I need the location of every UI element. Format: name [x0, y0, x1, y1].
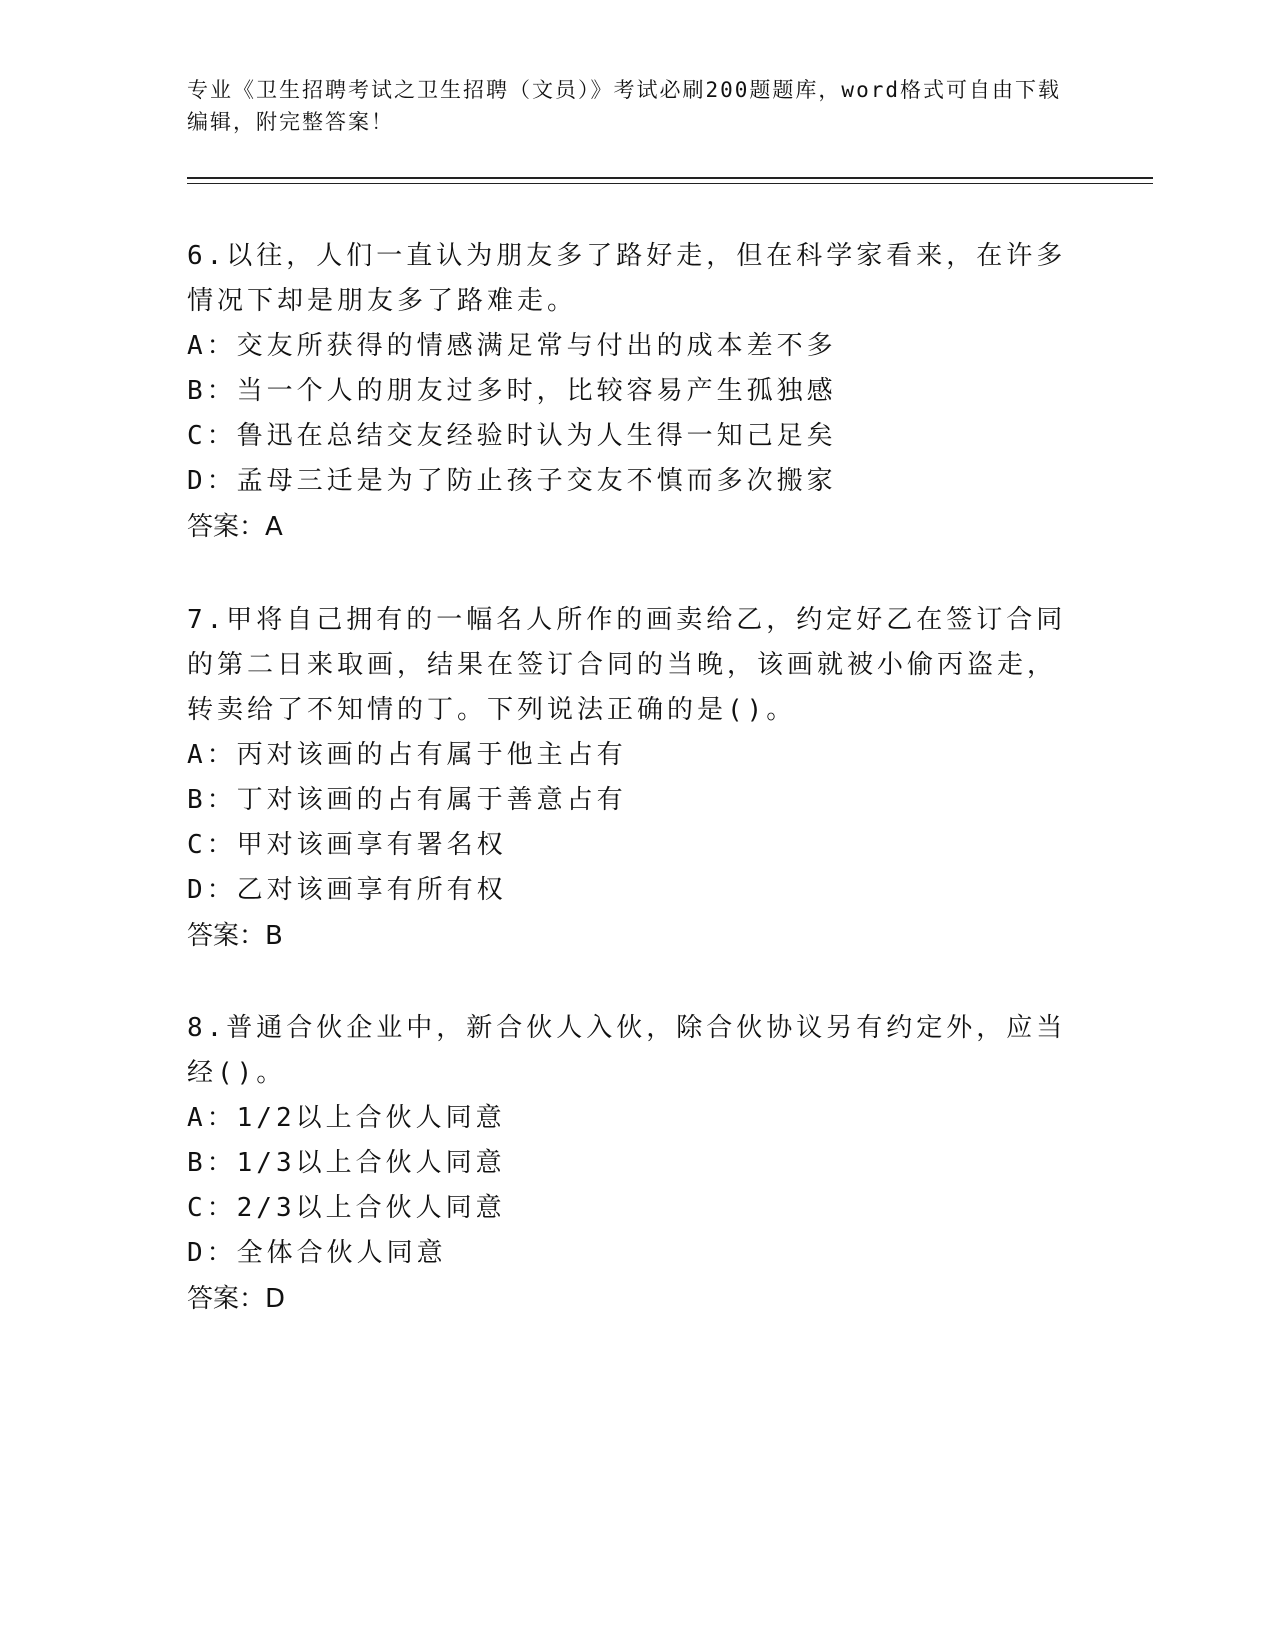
option-b: B：丁对该画的占有属于善意占有 [187, 785, 627, 815]
question-6 [187, 234, 1067, 550]
question-stem: 6.以往，人们一直认为朋友多了路好走，但在科学家看来，在许多情况下却是朋友多了路难走。 [187, 241, 1067, 316]
option-c: C：甲对该画享有署名权 [187, 830, 507, 860]
option-c: C：鲁迅在总结交友经验时认为人生得一知己足矣 [187, 421, 837, 451]
answer: 答案：B [187, 921, 283, 951]
header-divider-thin [187, 183, 1153, 184]
question-8 [187, 1006, 1067, 1322]
answer: 答案：D [187, 1284, 286, 1314]
header-divider-thick [187, 177, 1153, 179]
option-b: B：1/3以上合伙人同意 [187, 1148, 506, 1178]
question-stem: 7.甲将自己拥有的一幅名人所作的画卖给乙，约定好乙在签订合同的第二日来取画，结果在签订合同的当晚，该画就被小偷丙盗走，转卖给了不知情的丁。下列说法正确的是()。 [187, 605, 1067, 725]
option-d: D：孟母三迁是为了防止孩子交友不慎而多次搬家 [187, 466, 837, 496]
option-b: B：当一个人的朋友过多时，比较容易产生孤独感 [187, 376, 837, 406]
document-header: 专业《卫生招聘考试之卫生招聘（文员）》考试必刷200题题库，word格式可自由下载编辑，附完整答案！ [187, 78, 1061, 134]
answer: 答案：A [187, 512, 283, 542]
option-a: A：丙对该画的占有属于他主占有 [187, 740, 627, 770]
option-c: C：2/3以上合伙人同意 [187, 1193, 506, 1223]
option-d: D：乙对该画享有所有权 [187, 875, 507, 905]
question-stem: 8.普通合伙企业中，新合伙人入伙，除合伙协议另有约定外，应当经()。 [187, 1013, 1067, 1088]
question-7 [187, 598, 1067, 959]
option-a: A：1/2以上合伙人同意 [187, 1103, 506, 1133]
option-a: A：交友所获得的情感满足常与付出的成本差不多 [187, 331, 837, 361]
option-d: D：全体合伙人同意 [187, 1238, 447, 1268]
